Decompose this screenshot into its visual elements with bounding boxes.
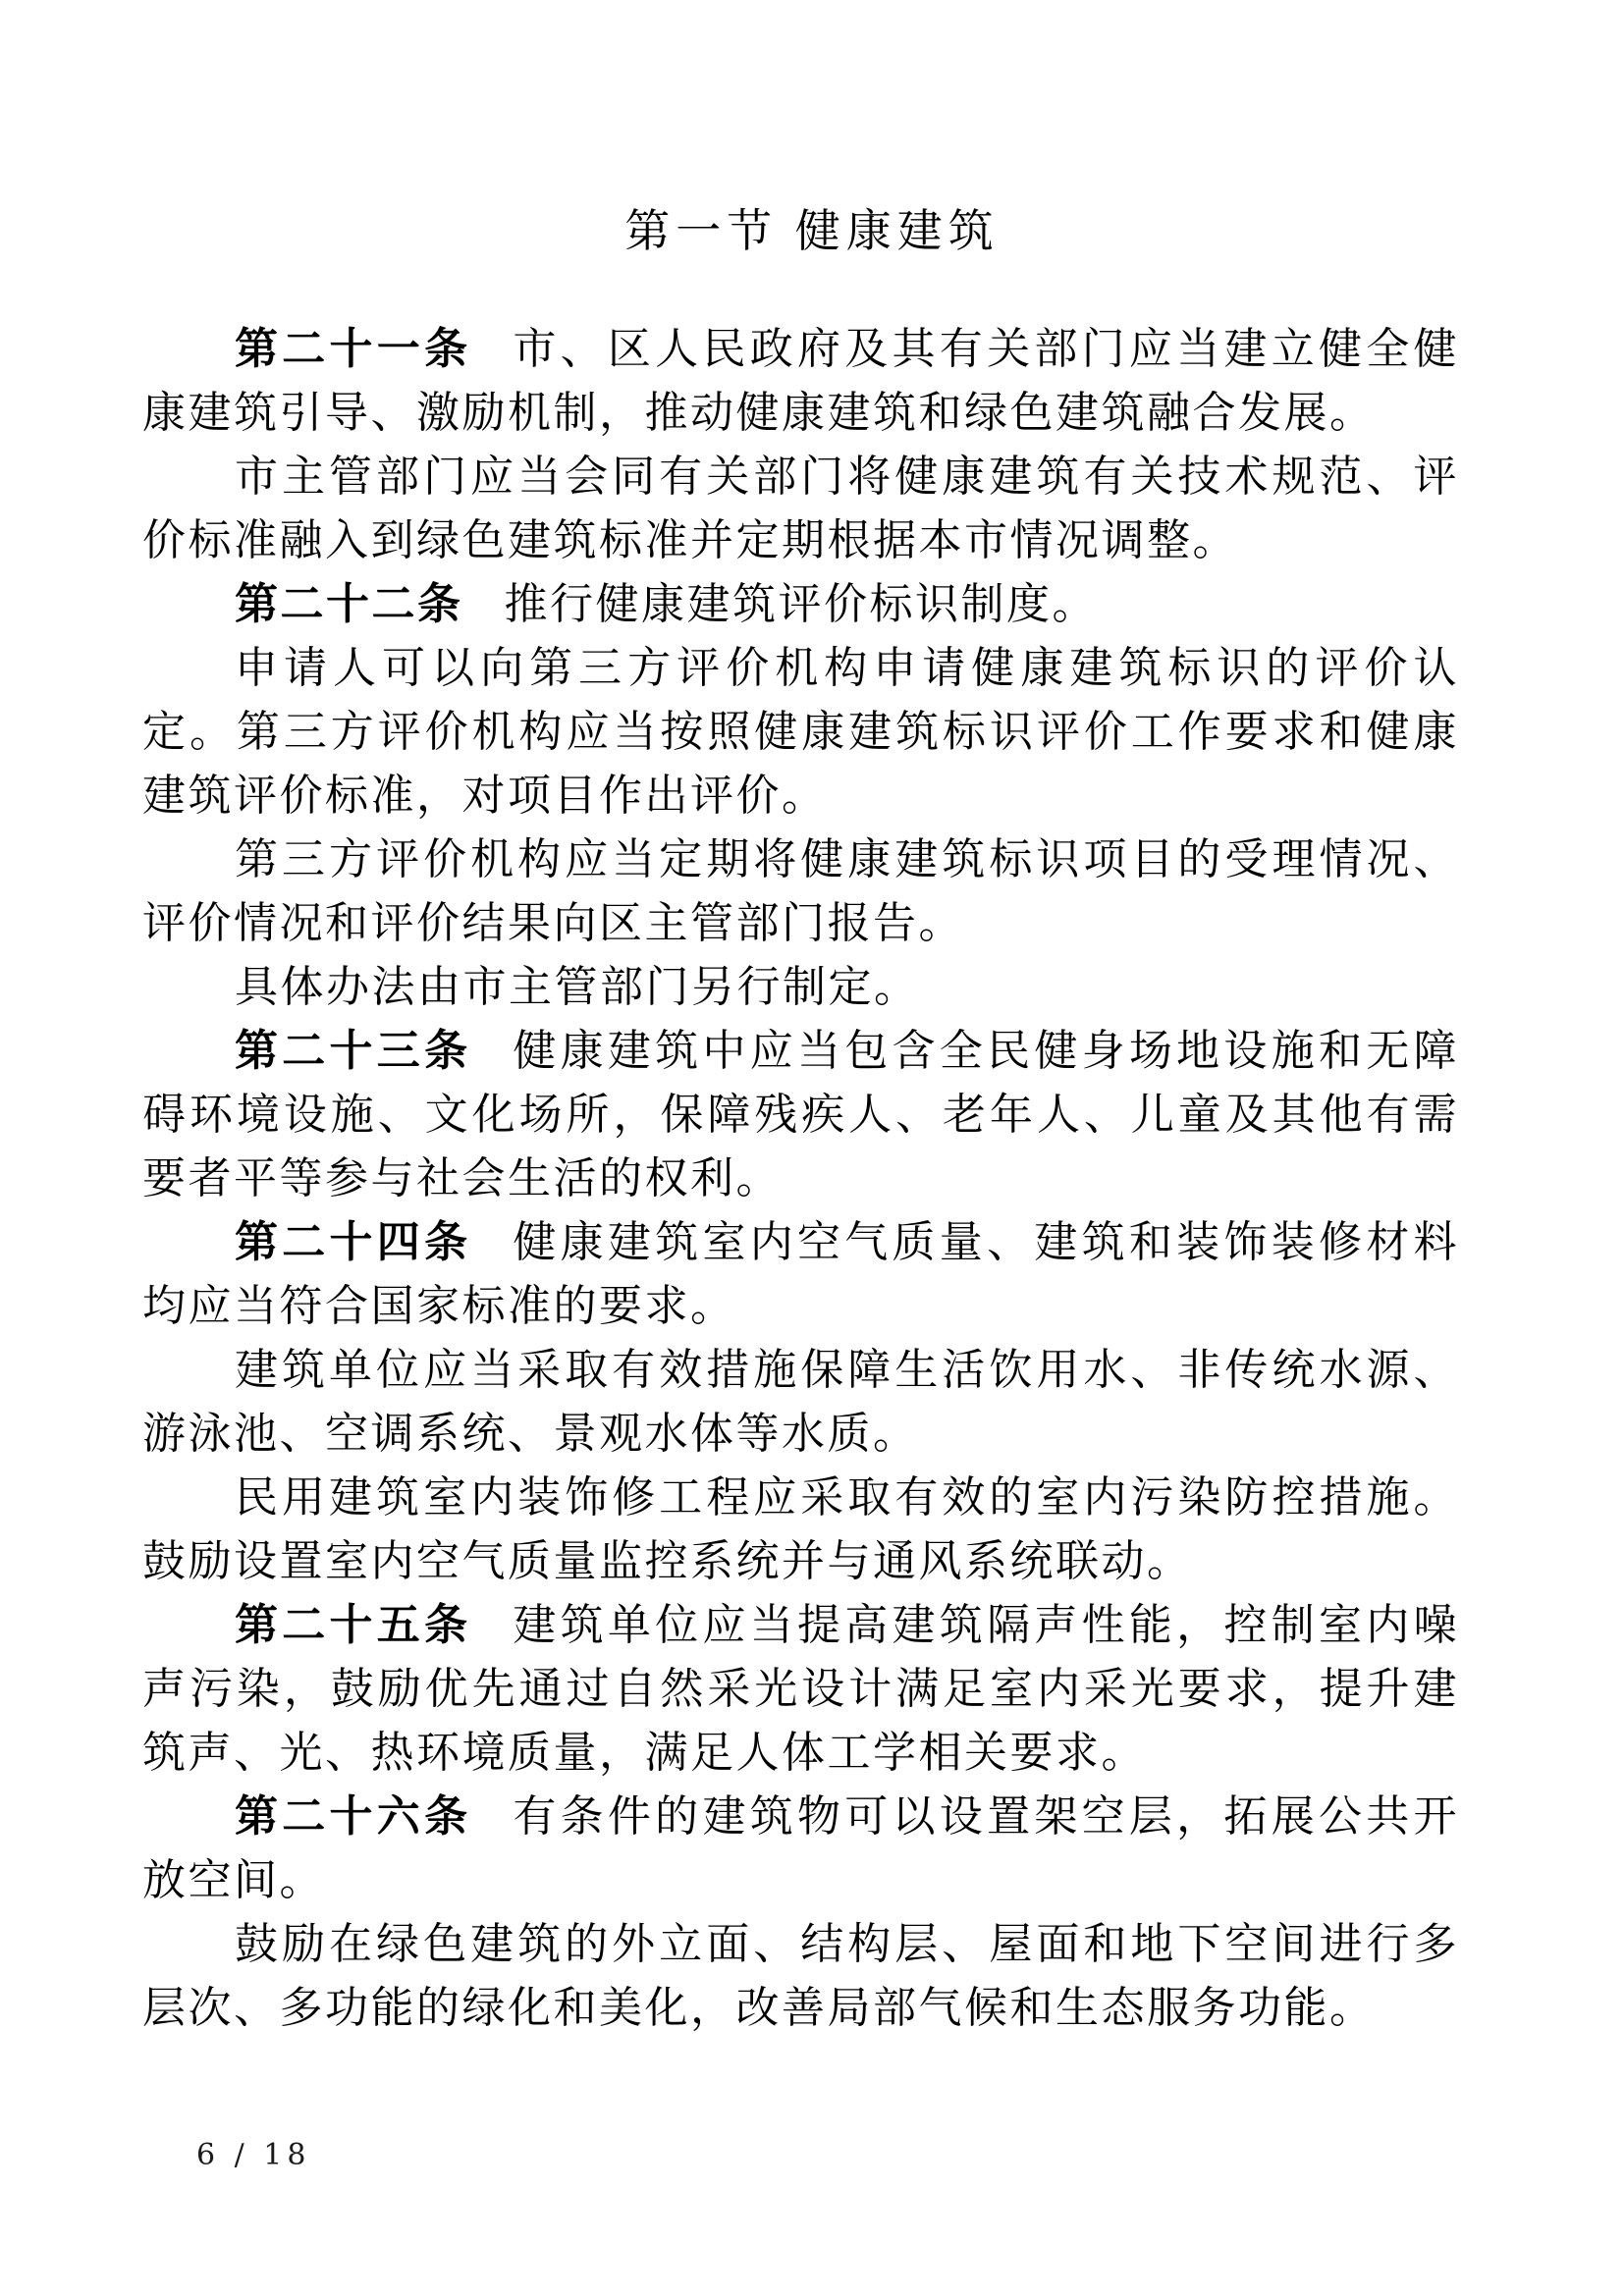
article-paragraph	[142, 955, 1459, 1019]
article-paragraph	[142, 1338, 1459, 1466]
paragraph-text: 健康建筑中应当包含全民健身场地设施和无障碍环境设施、文化场所，保障残疾人、老年人、儿童及其他有需要者平等参与社会生活的权利。	[142, 1027, 1460, 1202]
article-paragraph	[142, 1210, 1459, 1338]
section-title: 第一节 健康建筑	[624, 206, 1000, 256]
article-paragraph	[142, 1593, 1459, 1785]
paragraph-text: 建筑单位应当提高建筑隔声性能，控制室内噪声污染，鼓励优先通过自然采光设计满足室内采光要求，提升建筑声、光、热环境质量，满足人体工学相关要求。	[142, 1601, 1460, 1777]
document-body	[142, 317, 1459, 2040]
article-paragraph	[142, 445, 1459, 572]
paragraph-text: 推行健康建筑评价标识制度。	[504, 580, 1098, 628]
article-paragraph	[142, 636, 1459, 828]
article-number-label: 第二十三条	[235, 1027, 472, 1075]
paragraph-text: 市、区人民政府及其有关部门应当建立健全健康建筑引导、激励机制，推动健康建筑和绿色建筑融合发展。	[142, 325, 1460, 437]
article-paragraph	[142, 1912, 1459, 2040]
article-paragraph	[142, 317, 1459, 445]
article-paragraph	[142, 1019, 1459, 1210]
article-number-label: 第二十六条	[235, 1792, 472, 1841]
paragraph-text: 第三方评价机构应当定期将健康建筑标识项目的受理情况、评价情况和评价结果向区主管部门报告。	[142, 835, 1459, 947]
paragraph-text: 市主管部门应当会同有关部门将健康建筑有关技术规范、评价标准融入到绿色建筑标准并定期根据本市情况调整。	[142, 453, 1459, 564]
page-number: 6 / 18	[196, 2138, 311, 2172]
article-number-label: 第二十五条	[235, 1601, 472, 1649]
article-number-label: 第二十一条	[235, 325, 472, 373]
article-paragraph	[142, 1785, 1459, 1912]
paragraph-text: 具体办法由市主管部门另行制定。	[235, 963, 920, 1011]
article-paragraph	[142, 572, 1459, 636]
article-paragraph	[142, 1466, 1459, 1593]
paragraph-text: 建筑单位应当采取有效措施保障生活饮用水、非传统水源、游泳池、空调系统、景观水体等水质。	[142, 1346, 1459, 1458]
paragraph-text: 有条件的建筑物可以设置架空层，拓展公共开放空间。	[142, 1792, 1460, 1904]
paragraph-text: 鼓励在绿色建筑的外立面、结构层、屋面和地下空间进行多层次、多功能的绿化和美化，改善局部气候和生态服务功能。	[142, 1920, 1459, 2032]
article-paragraph	[142, 828, 1459, 955]
paragraph-text: 健康建筑室内空气质量、建筑和装饰装修材料均应当符合国家标准的要求。	[142, 1218, 1460, 1330]
paragraph-text: 申请人可以向第三方评价机构申请健康建筑标识的评价认定。第三方评价机构应当按照健康建筑标识评价工作要求和健康建筑评价标准，对项目作出评价。	[142, 644, 1459, 820]
article-number-label: 第二十二条	[235, 580, 463, 628]
paragraph-text: 民用建筑室内装饰修工程应采取有效的室内污染防控措施。鼓励设置室内空气质量监控系统并与通风系统联动。	[142, 1473, 1459, 1585]
article-number-label: 第二十四条	[235, 1218, 472, 1266]
